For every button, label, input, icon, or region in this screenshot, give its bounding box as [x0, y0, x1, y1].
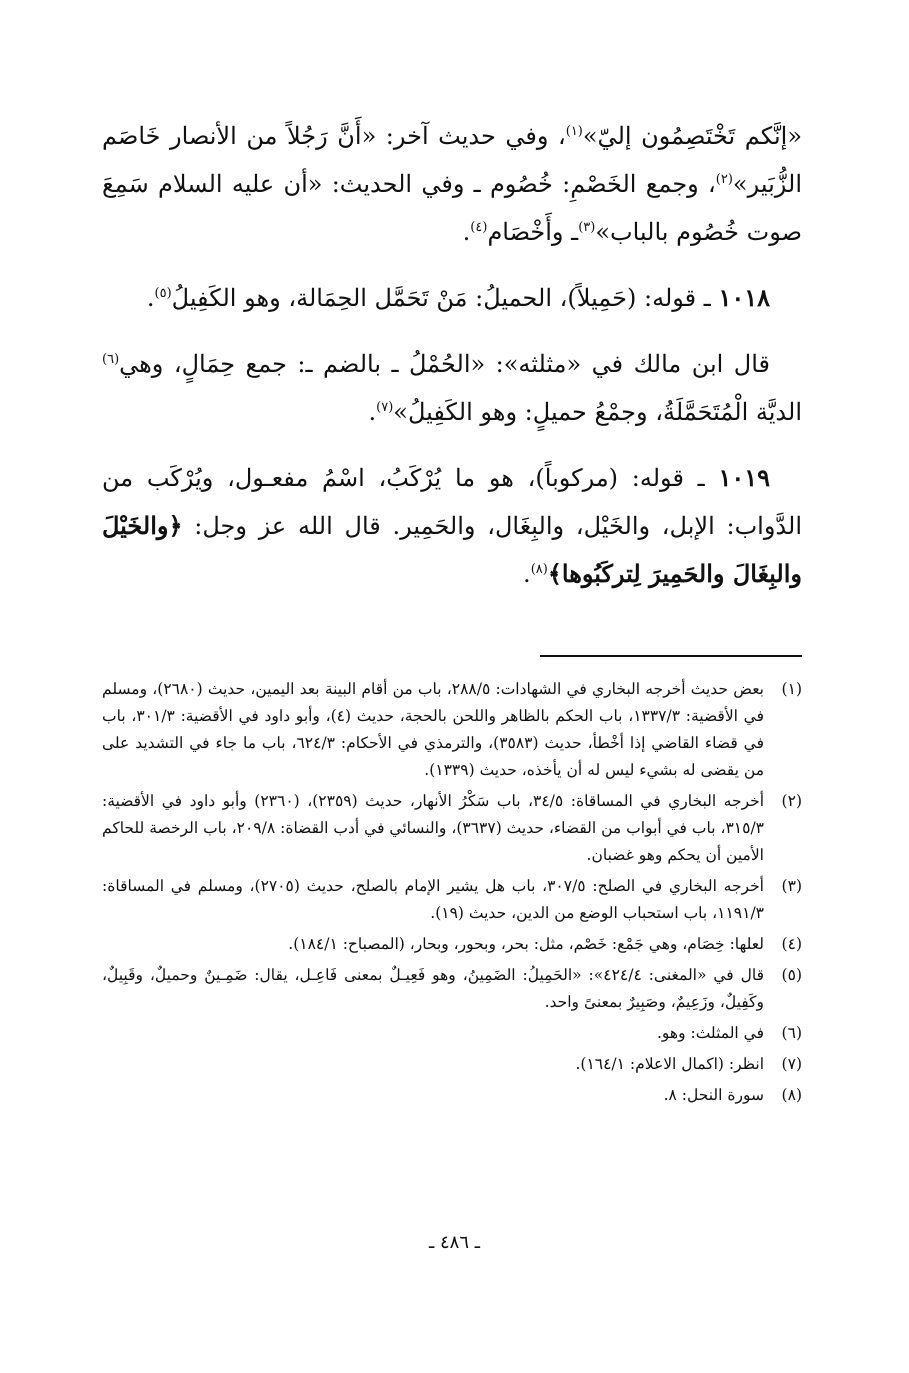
footnote [102, 1020, 802, 1047]
entry-number: ١٠١٨ [718, 283, 770, 312]
footnote-number: (٣) [781, 877, 802, 895]
footnote-text: قال في «المغنى: ٤٢٤/٤»: «الحَمِيلُ: الضَمِينُ، وهو فَعِيـلٌ بمعنى فَاعِـل، يقال: ضَمِـينٌ وحميلٌ، وقَبِيلٌ، وكَفِيلٌ، وزَعِيمٌ، وصَبِيرٌ بمعنىً واحد. [102, 966, 764, 1011]
footnote-text: أخرجه البخاري في الصلح: ٣٠٧/٥، باب هل يشير الإمام بالصلح، حديث (٢٧٠٥)، ومسلم في المساقاة: ١١٩١/٣، باب استحباب الوضع من الدين، حديث (١٩). [102, 877, 764, 922]
footnote-ref: (٥) [154, 286, 172, 301]
paragraph-text: . [523, 560, 531, 588]
footnote-ref: (١) [565, 124, 583, 139]
footnote [102, 1051, 802, 1078]
footnote-ref: (٧) [376, 400, 394, 415]
paragraph-4 [102, 454, 802, 598]
paragraph-text: ـ قوله: (حَمِيلاً)، الحميلُ: مَنْ تَحَمَّل الحِمَالة، وهو الكَفِيلُ [171, 284, 719, 312]
footnote-ref: (٨) [530, 562, 548, 577]
paragraph-text: ـ وأَخْصَام [487, 218, 579, 246]
footnote-text: سورة النحل: ٨. [663, 1086, 764, 1104]
paragraph-3 [102, 340, 802, 436]
entry-number: ١٠١٩ [718, 463, 770, 492]
footnote-number: (٥) [781, 966, 802, 984]
footnote-number: (٢) [781, 792, 802, 810]
footnotes [102, 676, 802, 1113]
footnote-ref: (٤) [470, 220, 488, 235]
footnote-number: (١) [781, 680, 802, 698]
footnote [102, 873, 802, 927]
paragraph-text: ـ قوله: (مركوباً)، هو ما يُرْكَبُ، اسْمُ مفعـول، ويُرْكَب من الدَّواب: الإبل، والخَيْل، والبِغَال، والحَمِير. قال الله عز وجل: [102, 464, 802, 540]
main-text [102, 112, 802, 616]
footnote [102, 931, 802, 958]
paragraph-text: قال ابن مالك في «مثلثه»: «الحُمْلُ ـ بالضم ـ: جمع حِمَالٍ، وهي [119, 350, 770, 378]
footnote-ref: (٣) [578, 220, 596, 235]
footnote [102, 1082, 802, 1109]
paragraph-text: الديَّة الْمُتَحَمَّلَةُ، وجمْعُ حميلٍ: وهو الكَفِيلُ» [393, 398, 802, 426]
paragraph-text: ، وفي حديث آخر: «أَنَّ رَجُلاً من الأنصار خَاصَم الزُّبَير» [102, 122, 802, 198]
paragraph-text: «إنَّكم تَخْتَصِمُون إليّ» [582, 122, 803, 150]
footnote-text: انظر: (اكمال الاعلام: ١٦٤/١). [575, 1055, 764, 1073]
footnote [102, 676, 802, 784]
footnote-text: في المثلث: وهو. [656, 1024, 764, 1042]
footnote-number: (٤) [781, 935, 802, 953]
page-number: ـ ٤٨٦ ـ [428, 1232, 480, 1253]
quran-verse: ﴿والخَيْلَ والبِغَالَ والحَمِيرَ لِتركَبُوها﴾ [102, 511, 802, 588]
paragraph-text: . [462, 218, 471, 246]
footnote-text: أخرجه البخاري في المساقاة: ٣٤/٥، باب سَكْرُ الأنهار، حديث (٢٣٥٩)، (٢٣٦٠) وأبو داود في الأقضية: ٣١٥/٣، باب في أبواب من القضاء، حديث (٣٦٣٧)، والنسائي في أدب القضاة: ٢٠٩/٨، باب الرخصة للحاكم الأمين أن يحكم وهو غضبان. [102, 792, 765, 864]
footnote-number: (٦) [781, 1024, 802, 1042]
paragraph-text: . [368, 398, 377, 426]
paragraph-text: . [146, 284, 155, 312]
footnote-separator [540, 655, 802, 657]
footnote [102, 962, 802, 1016]
paragraph-text: ، وجمع الخَصْمِ: خُصُوم ـ وفي الحديث: «أن عليه السلام سَمِعَ صوت خُصُوم بالباب» [102, 170, 802, 246]
paragraph-2 [102, 274, 802, 322]
footnote-number: (٨) [781, 1086, 802, 1104]
footnote-ref: (٦) [102, 352, 120, 367]
footnote-text: لعلها: خِصَام، وهي جَمْع: خَصْم، مثل: بحر، وبحور، وبحار، (المصباح: ١٨٤/١). [288, 935, 764, 953]
footnote [102, 788, 802, 869]
footnote-ref: (٢) [715, 172, 733, 187]
footnote-text: بعض حديث أخرجه البخاري في الشهادات: ٢٨٨/٥، باب من أقام البينة بعد اليمين، حديث (٢٦٨٠)، ومسلم في الأقضية: ١٣٣٧/٣، باب الحكم بالظاهر واللحن بالحجة، حديث (٤)، وأبو داود في الأقضية: ٣٠١/٣، باب في قضاء القاضي إذا أخْطأ، حديث (٣٥٨٣)، والترمذي في الأحكام: ٦٢٤/٣، باب ما جاء في التشديد على من يقضى له بشيء ليس له أن يأخذه، حديث (١٣٣٩). [102, 680, 765, 779]
footnote-number: (٧) [781, 1055, 802, 1073]
paragraph-1 [102, 112, 802, 256]
